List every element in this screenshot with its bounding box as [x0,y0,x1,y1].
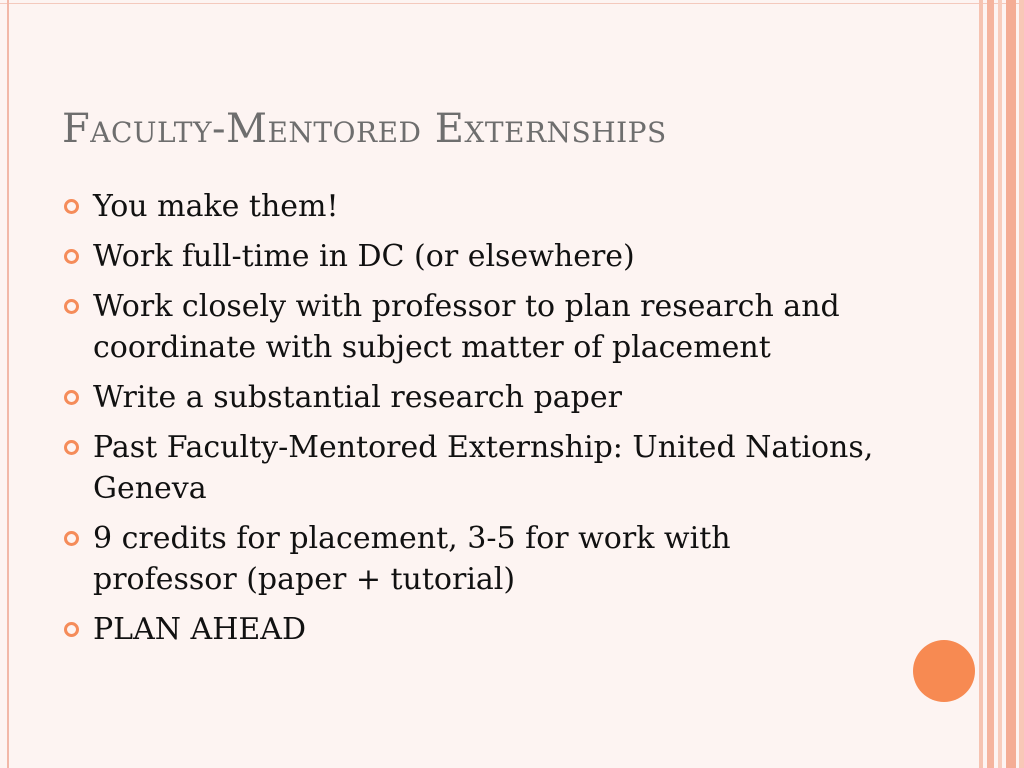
bullet-item [62,286,882,368]
decorative-stripe [1019,0,1024,768]
bullet-text: Work full-time in DC (or elsewhere) [93,239,635,274]
decorative-stripe [1006,0,1016,768]
ring-bullet-icon [64,440,79,455]
bullet-item [62,609,882,650]
left-border-line [7,0,9,768]
ring-bullet-icon [64,622,79,637]
bullet-text: You make them! [93,189,339,224]
bullet-item [62,427,882,509]
bullet-text: Write a substantial research paper [93,380,622,415]
decorative-stripe [987,0,994,768]
bullet-item [62,518,882,600]
ring-bullet-icon [64,531,79,546]
ring-bullet-icon [64,199,79,214]
bullet-text: 9 credits for placement, 3-5 for work with professor (paper + tutorial) [93,521,731,597]
bullet-text: Work closely with professor to plan research and coordinate with subject matter of placement [93,289,840,365]
ring-bullet-icon [64,299,79,314]
ring-bullet-icon [64,390,79,405]
top-border-line [0,3,1024,4]
bullet-text: PLAN AHEAD [93,612,307,647]
ring-bullet-icon [64,249,79,264]
decorative-circle [913,640,975,702]
bullet-text: Past Faculty-Mentored Externship: United Nations, Geneva [93,430,874,506]
decorative-stripe [998,0,1002,768]
bullet-list [62,186,882,659]
bullet-item [62,236,882,277]
bullet-item [62,186,882,227]
bullet-item [62,377,882,418]
slide-title: Faculty-Mentored Externships [62,106,667,152]
decorative-stripe [979,0,983,768]
